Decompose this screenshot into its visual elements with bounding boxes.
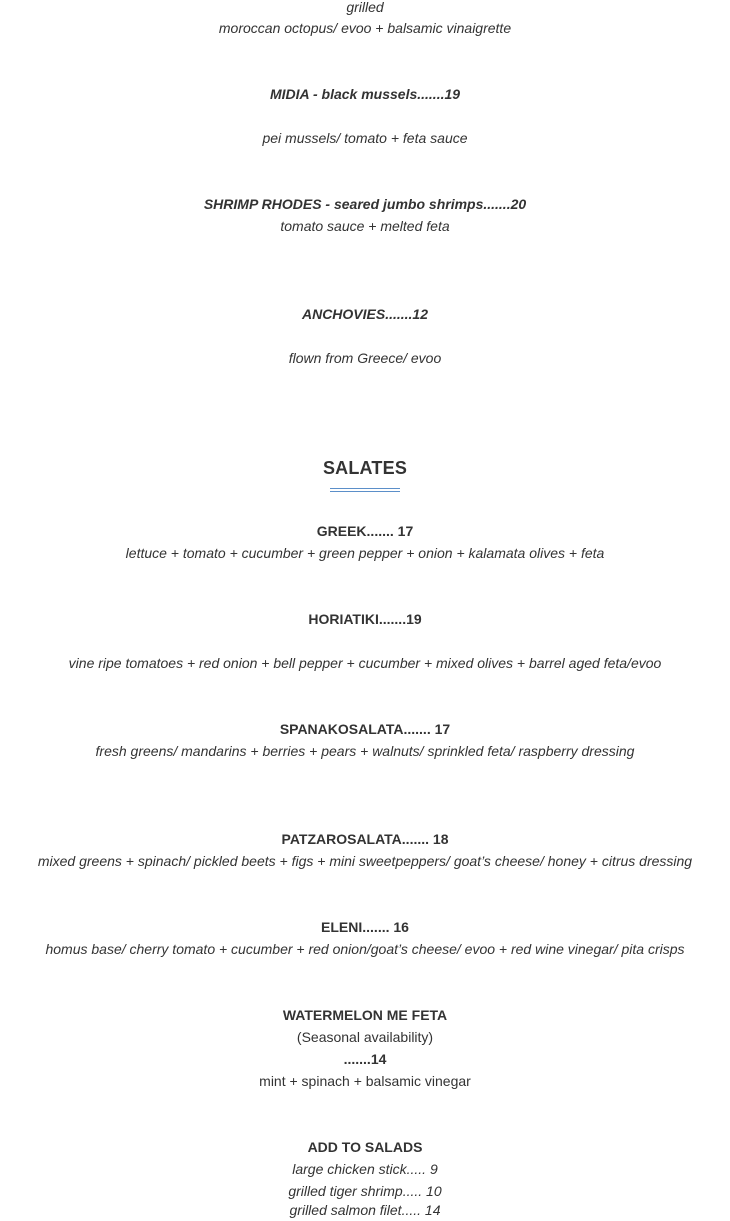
add-salmon: grilled salmon filet..... 14 xyxy=(289,1202,441,1218)
heading-divider xyxy=(330,488,400,493)
watermelon-availability: (Seasonal availability) xyxy=(296,1029,434,1045)
watermelon-price: .......14 xyxy=(343,1051,387,1067)
spanakosalata-title: SPANAKOSALATA....... 17 xyxy=(279,721,451,737)
anchovies-title: ANCHOVIES.......12 xyxy=(301,306,429,322)
greek-title: GREEK....... 17 xyxy=(316,523,414,539)
spanakosalata-description: fresh greens/ mandarins + berries + pears + walnuts/ sprinkled feta/ raspberry dressing xyxy=(95,743,635,759)
salates-heading: SALATES xyxy=(322,458,408,478)
horiatiki-description: vine ripe tomatoes + red onion + bell pepper + cucumber + mixed olives + barrel aged feta/evoo xyxy=(68,655,662,671)
octopus-description: moroccan octopus/ evoo + balsamic vinaigrette xyxy=(218,20,512,36)
greek-description: lettuce + tomato + cucumber + green pepper + onion + kalamata olives + feta xyxy=(125,545,605,561)
watermelon-title: WATERMELON ME FETA xyxy=(282,1007,448,1023)
midia-description: pei mussels/ tomato + feta sauce xyxy=(262,130,468,146)
watermelon-description: mint + spinach + balsamic vinegar xyxy=(259,1073,471,1089)
add-shrimp: grilled tiger shrimp..... 10 xyxy=(288,1183,442,1199)
eleni-description: homus base/ cherry tomato + cucumber + red onion/goat’s cheese/ evoo + red wine vinegar/ pita crisps xyxy=(45,941,685,957)
horiatiki-title: HORIATIKI.......19 xyxy=(308,611,422,627)
patzarosalata-title: PATZAROSALATA....... 18 xyxy=(281,831,449,847)
eleni-title: ELENI....... 16 xyxy=(321,919,409,935)
midia-title: MIDIA - black mussels.......19 xyxy=(269,86,461,102)
octopus-prep: grilled xyxy=(346,0,384,15)
patzarosalata-description: mixed greens + spinach/ pickled beets + figs + mini sweetpeppers/ goat’s cheese/ honey + citrus dressing xyxy=(37,853,693,869)
add-chicken: large chicken stick..... 9 xyxy=(292,1161,438,1177)
shrimp-rhodes-title: SHRIMP RHODES - seared jumbo shrimps.......20 xyxy=(203,196,527,212)
shrimp-rhodes-description: tomato sauce + melted feta xyxy=(280,218,450,234)
add-to-salads-title: ADD TO SALADS xyxy=(307,1139,423,1155)
anchovies-description: flown from Greece/ evoo xyxy=(288,350,442,366)
